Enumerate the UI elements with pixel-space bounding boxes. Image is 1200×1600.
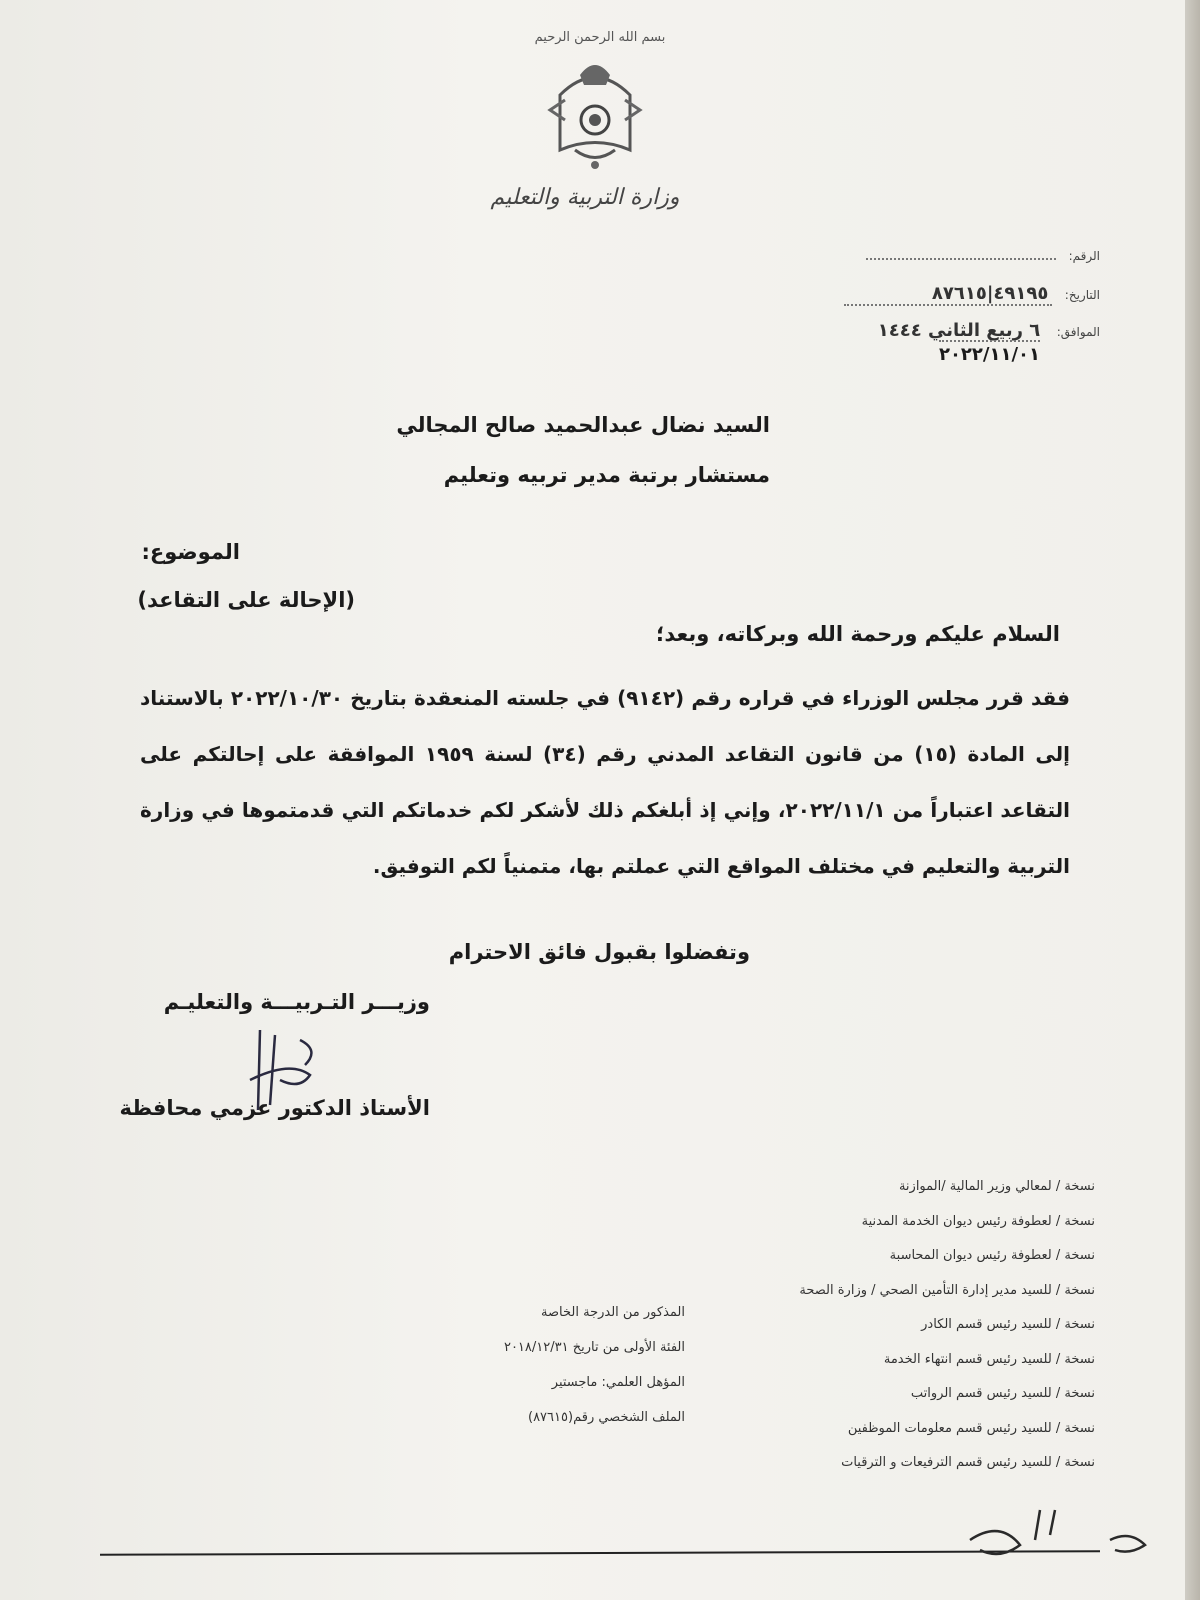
signatory-title: وزيـــر التـربيـــة والتعليـم xyxy=(163,990,430,1014)
reference-date-row xyxy=(740,283,1100,306)
copy-line: نسخة / للسيد رئيس قسم انتهاء الخدمة xyxy=(883,1351,1095,1367)
header-basmala: بسم الله الرحمن الرحيم xyxy=(534,30,666,45)
copy-line: نسخة / للسيد رئيس قسم معلومات الموظفين xyxy=(847,1420,1095,1436)
closing-line: وتفضلوا بقبول فائق الاحترام xyxy=(448,940,750,964)
reference-date-value: ٤٩١٩٥|٨٧٦١٥ xyxy=(844,283,1052,306)
letter-body: فقد قرر مجلس الوزراء في قراره رقم (٩١٤٢) في جلسته المنعقدة بتاريخ ٢٠٢٢/١٠/٣٠ بالاستناد إلى المادة (١٥) من قانون التقاعد المدني رقم (٣٤) لسنة ١٩٥٩ الموافقة على إحالتكم على التقاعد اعتباراً من ٢٠٢٢/١١/١، وإني إذ أبلغكم ذلك لأشكر لكم خدماتكم التي قدمتموها في وزارة التربية والتعليم في مختلف المواقع التي عملتم بها، متمنياً لكم التوفيق. xyxy=(140,686,1070,878)
detail-line: المؤهل العلمي: ماجستير xyxy=(551,1375,685,1390)
detail-line: الفئة الأولى من تاريخ ٢٠١٨/١٢/٣١ xyxy=(503,1340,685,1355)
reference-hijri-label: الموافق: xyxy=(1056,325,1100,339)
copies-list xyxy=(665,1170,1095,1481)
copy-line: نسخة / للسيد رئيس قسم الكادر xyxy=(921,1317,1095,1332)
subject-label: الموضوع: xyxy=(141,540,240,564)
detail-line: الملف الشخصي رقم(٨٧٦١٥) xyxy=(528,1410,685,1425)
coat-of-arms-icon xyxy=(540,55,650,175)
signatory-name: الأستاذ الدكتور عزمي محافظة xyxy=(119,1096,430,1120)
reference-gregorian-value: ٢٠٢٢/١١/٠١ xyxy=(939,340,1040,365)
copy-line: نسخة / للسيد رئيس قسم الترفيعات و الترقيات xyxy=(841,1455,1095,1470)
page-edge xyxy=(1185,0,1200,1600)
employee-details xyxy=(385,1295,685,1435)
reference-hijri-value: ٦ ربيع الثاني ١٤٤٤ xyxy=(877,320,1041,341)
reference-date-label: التاريخ: xyxy=(1064,288,1100,302)
subject-value: (الإحالة على التقاعد) xyxy=(137,588,355,612)
reference-number-blank xyxy=(866,248,1056,260)
copy-line: نسخة / للسيد رئيس قسم الرواتب xyxy=(910,1386,1095,1401)
copy-line: نسخة / لعطوفة رئيس ديوان الخدمة المدنية xyxy=(861,1213,1095,1229)
copy-line: نسخة / لعطوفة رئيس ديوان المحاسبة xyxy=(889,1248,1095,1263)
handwritten-initials-icon xyxy=(960,1500,1160,1600)
detail-line: المذكور من الدرجة الخاصة xyxy=(541,1305,685,1320)
addressee-name: السيد نضال عبدالحميد صالح المجالي xyxy=(396,413,770,437)
addressee-block xyxy=(270,400,770,500)
copy-line: نسخة / للسيد مدير إدارة التأمين الصحي / وزارة الصحة xyxy=(799,1282,1095,1298)
addressee-title: مستشار برتبة مدير تربيه وتعليم xyxy=(443,463,770,487)
greeting: السلام عليكم ورحمة الله وبركاته، وبعد؛ xyxy=(655,622,1060,646)
reference-hijri-row xyxy=(740,320,1100,341)
copy-line: نسخة / لمعالي وزير المالية /الموازنة xyxy=(898,1179,1095,1194)
reference-number-row xyxy=(740,248,1100,264)
reference-number-label: الرقم: xyxy=(1068,249,1100,263)
ministry-name: وزارة التربية والتعليم xyxy=(490,185,680,210)
